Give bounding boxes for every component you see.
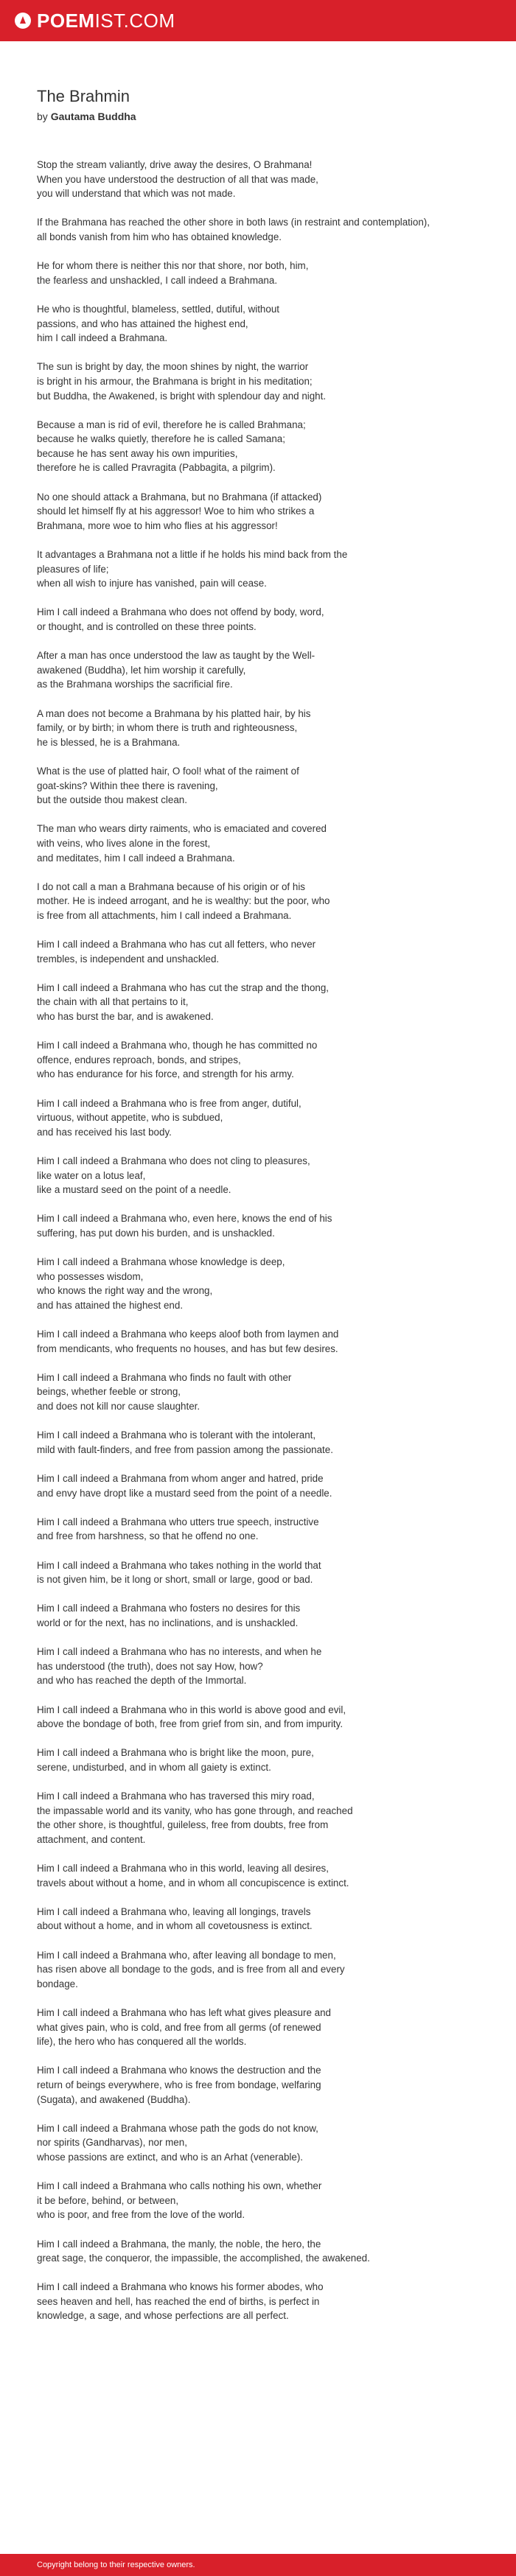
poem-stanza: Him I call indeed a Brahmana who, even here, knows the end of his suffering, has put down his burden, and is unshackled. (37, 1213, 332, 1239)
poem-stanza: Him I call indeed a Brahmana who keeps aloof both from laymen and from mendicants, who frequents no houses, and has but few desires. (37, 1329, 339, 1354)
poem-stanza: Him I call indeed a Brahmana who has traversed this miry road, the impassable world and its vanity, who has gone through, and reached the other shore, is thoughtful, guileless, free from doubts, free from attachment, and content. (37, 1791, 353, 1845)
poem-stanza: Him I call indeed a Brahmana who has no interests, and when he has understood (the truth), does not say How, how? and who has reached the depth of the Immortal. (37, 1646, 322, 1687)
logo-text-light: IST.COM (94, 9, 175, 32)
poem-stanza: A man does not become a Brahmana by his platted hair, by his family, or by birth; in whom there is truth and righteousness, he is blessed, he is a Brahmana. (37, 707, 311, 748)
poem-stanza: Him I call indeed a Brahmana who, after leaving all bondage to men, has risen above all bondage to the gods, and is free from all and every bondage. (37, 1949, 345, 1989)
site-logo[interactable] (15, 10, 175, 32)
poem-title: The Brahmin (37, 87, 130, 105)
poem-stanza: Him I call indeed a Brahmana who has cut the strap and the thong, the chain with all that pertains to it, who has burst the bar, and is awakened. (37, 981, 330, 1023)
poem-stanza: Him I call indeed a Brahmana, the manly, the noble, the hero, the great sage, the conqueror, the impassible, the accomplished, the awakened. (37, 2238, 370, 2264)
poem-stanza: No one should attack a Brahmana, but no Brahmana (if attacked) should let himself fly at his aggressor! Woe to him who strikes a Brahmana, more woe to him who flies at his aggressor! (37, 491, 322, 531)
poem-stanza: Him I call indeed a Brahmana who, leaving all longings, travels about without a home, and in whom all covetousness is extinct. (37, 1905, 313, 1932)
byline (37, 111, 479, 122)
poem-stanza: Him I call indeed a Brahmana whose path the gods do not know, nor spirits (Gandharvas), nor men, whose passions are extinct, and who is an Arhat (venerable). (37, 2122, 318, 2163)
poem-stanza: Him I call indeed a Brahmana whose knowledge is deep, who possesses wisdom, who knows the right way and the wrong, and has attained the highest end. (37, 1256, 285, 1311)
poem-stanza: If the Brahmana has reached the other shore in both laws (in restraint and contemplation), all bonds vanish from him who has obtained knowledge. (37, 217, 430, 242)
copyright-notice: Copyright belong to their respective owners. (37, 2561, 195, 2569)
poem-stanza: Him I call indeed a Brahmana who has cut all fetters, who never trembles, is independent and unshackled. (37, 939, 316, 965)
poem-stanza: It advantages a Brahmana not a little if he holds his mind back from the pleasures of life; when all wish to injure has vanished, pain will cease. (37, 549, 348, 589)
poem-stanza: Because a man is rid of evil, therefore he is called Brahmana; because he walks quietly, therefore he is called Samana; because he has sent away his own impurities, therefore he is called Pravragita (Pabbagita, a pilgrim). (37, 419, 306, 474)
poem-stanza: Him I call indeed a Brahmana who is tolerant with the intolerant, mild with fault-finders, and free from passion among the passionate. (37, 1429, 333, 1455)
poem-stanza: Him I call indeed a Brahmana who in this world, leaving all desires, travels about without a home, and in whom all concupiscence is extinct. (37, 1863, 349, 1889)
poem-stanza: Stop the stream valiantly, drive away the desires, O Brahmana! When you have understood the destruction of all that was made, you will understand that which was not made. (37, 159, 318, 200)
poem-stanza: Him I call indeed a Brahmana who is bright like the moon, pure, serene, undisturbed, and in whom all gaiety is extinct. (37, 1747, 314, 1773)
poem-stanza: After a man has once understood the law as taught by the Well- awakened (Buddha), let him worship it carefully, as the Brahmana worships the sacrificial fire. (37, 650, 315, 690)
poemist-logo-icon (15, 13, 31, 29)
poem-stanza: He who is thoughtful, blameless, settled, dutiful, without passions, and who has attained the highest end, him I call indeed a Brahmana. (37, 303, 279, 344)
poem-stanza: The man who wears dirty raiments, who is emaciated and covered with veins, who lives alone in the forest, and meditates, him I call indeed a Brahmana. (37, 823, 327, 864)
poem-stanza: Him I call indeed a Brahmana who fosters no desires for this world or for the next, has no inclinations, and is unshackled. (37, 1603, 301, 1628)
by-label: by (37, 111, 48, 122)
poem-stanza: Him I call indeed a Brahmana who knows his former abodes, who sees heaven and hell, has reached the end of births, is perfect in knowledge, a sage, and whose perfections are all perfect. (37, 2281, 324, 2322)
poem-stanza: Him I call indeed a Brahmana who takes nothing in the world that is not given him, be it long or short, small or large, good or bad. (37, 1559, 321, 1586)
poem-stanza: Him I call indeed a Brahmana who in this world is above good and evil, above the bondage of both, free from grief from sin, and from impurity. (37, 1704, 346, 1730)
poem-stanza: Him I call indeed a Brahmana who utters true speech, instructive and free from harshness, so that he offend no one. (37, 1516, 319, 1542)
poem-content (37, 87, 479, 2338)
poem-stanza: Him I call indeed a Brahmana who knows the destruction and the return of beings everywhere, who is free from bondage, welfaring (Sugata), and awakened (Buddha). (37, 2065, 321, 2105)
poem-stanza: Him I call indeed a Brahmana who, though he has committed no offence, endures reproach, bonds, and stripes, who has endurance for his force, and strength for his army. (37, 1040, 318, 1080)
poem-stanza: The sun is bright by day, the moon shines by night, the warrior is bright in his armour, the Brahmana is bright in his meditation; but Buddha, the Awakened, is bright with splendour day and night. (37, 361, 327, 402)
poem-stanza: Him I call indeed a Brahmana who does not offend by body, word, or thought, and is controlled on these three points. (37, 606, 324, 632)
poem-stanza: He for whom there is neither this nor that shore, nor both, him, the fearless and unshackled, I call indeed a Brahmana. (37, 260, 309, 286)
poem-stanza: What is the use of platted hair, O fool! what of the raiment of goat-skins? Within thee there is ravening, but the outside thou makest clean. (37, 765, 299, 806)
poem-stanza: Him I call indeed a Brahmana who finds no fault with other beings, whether feeble or strong, and does not kill nor cause slaughter. (37, 1371, 292, 1413)
poem-stanza: Him I call indeed a Brahmana who is free from anger, dutiful, virtuous, without appetite, who is subdued, and has received his last body. (37, 1097, 301, 1138)
footer (0, 2554, 516, 2576)
poem-stanza: I do not call a man a Brahmana because of his origin or of his mother. He is indeed arrogant, and he is wealthy: but the poor, who is free from all attachments, him I call indeed a Brahmana. (37, 881, 330, 921)
poem-stanza: Him I call indeed a Brahmana from whom anger and hatred, pride and envy have dropt like a mustard seed from the point of a needle. (37, 1473, 332, 1499)
logo-text-bold: POEM (37, 9, 95, 32)
top-bar (0, 0, 516, 41)
author-name[interactable]: Gautama Buddha (50, 111, 136, 122)
poem-stanza: Him I call indeed a Brahmana who does not cling to pleasures, like water on a lotus leaf, like a mustard seed on the point of a needle. (37, 1155, 310, 1196)
poem-stanza: Him I call indeed a Brahmana who has left what gives pleasure and what gives pain, who is cold, and free from all germs (of renewed life), the hero who has conquered all the worlds. (37, 2007, 331, 2048)
logo-text (37, 10, 175, 32)
poem-body (37, 158, 479, 2323)
poem-stanza: Him I call indeed a Brahmana who calls nothing his own, whether it be before, behind, or between, who is poor, and free from the love of the world. (37, 2180, 322, 2221)
